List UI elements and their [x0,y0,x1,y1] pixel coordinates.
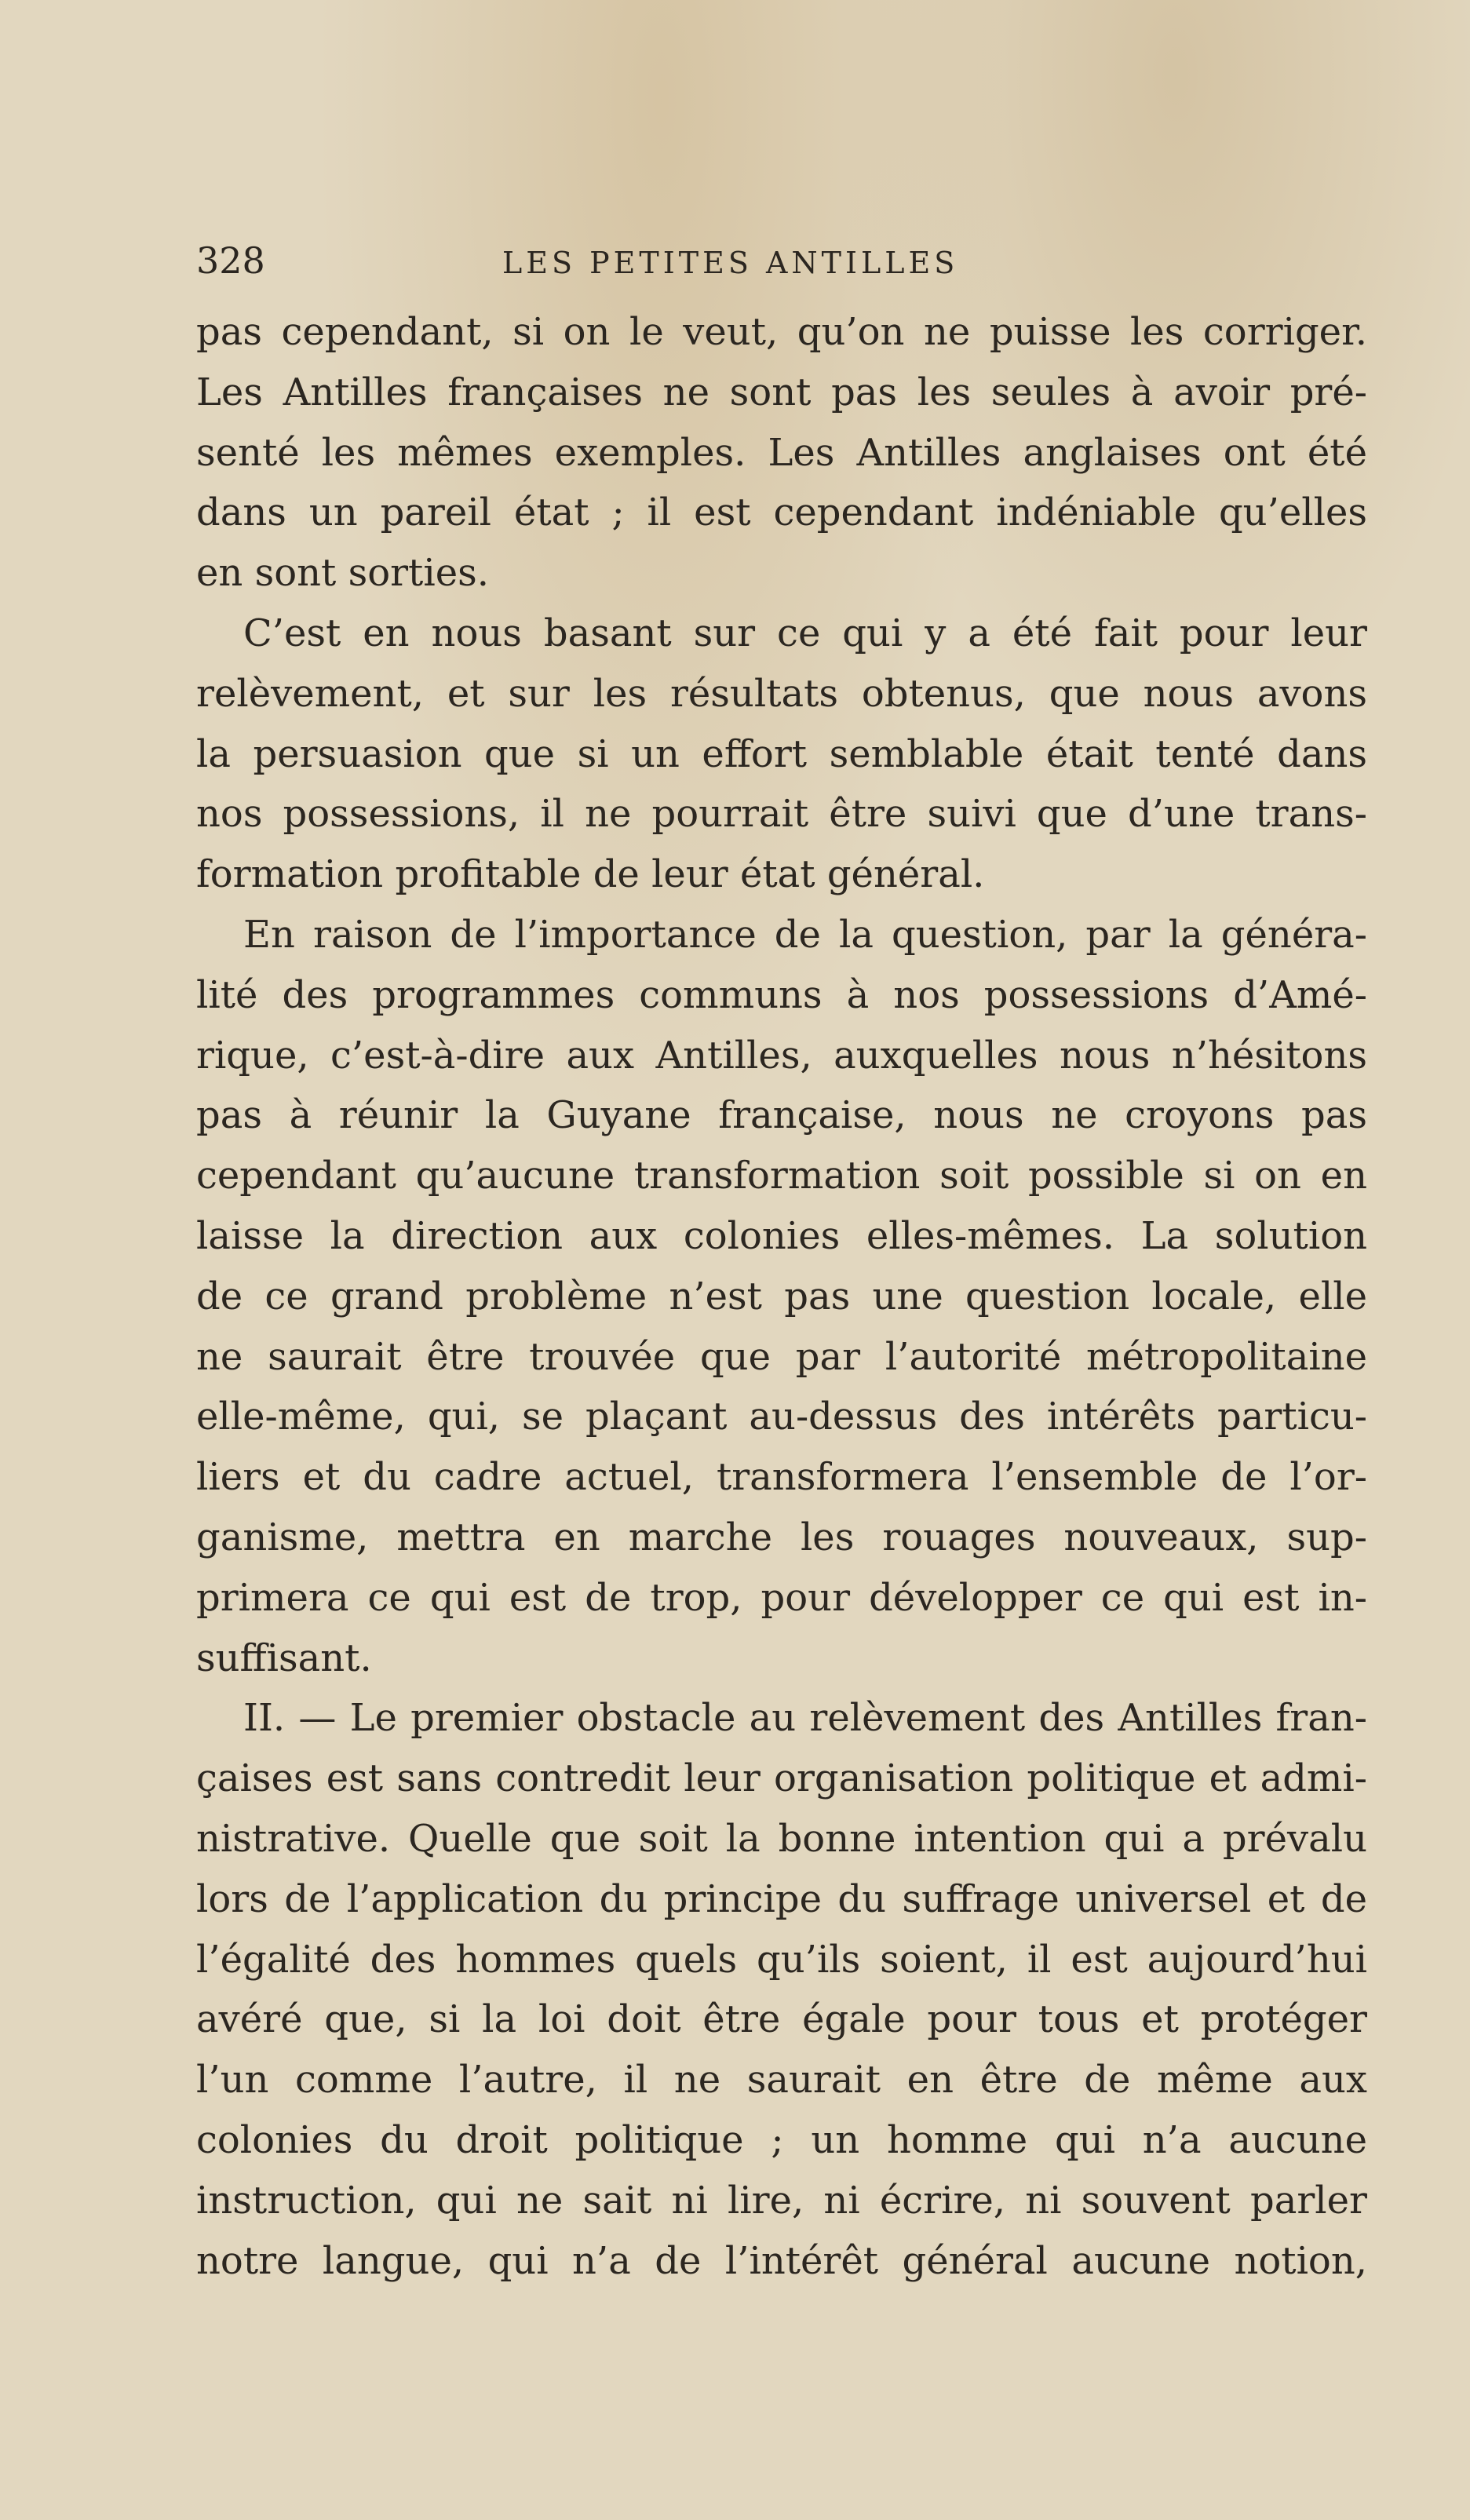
paragraph [196,905,1367,1688]
text-line: l’égalité des hommes quels qu’ils soient, il est aujourd’hui [196,1937,1367,1982]
text-line: elle-même, qui, se plaçant au-dessus des intérêts particu- [196,1395,1367,1439]
text-line: primera ce qui est de trop, pour développer ce qui est in- [196,1575,1367,1620]
text-line: de ce grand problème n’est pas une question locale, elle [196,1274,1367,1318]
text-line: formation profitable de leur état général. [196,852,985,897]
running-title: LES PETITES ANTILLES [502,246,959,280]
paragraph [196,604,1367,905]
text-line: relèvement, et sur les résultats obtenus, que nous avons [196,671,1367,716]
text-line: senté les mêmes exemples. Les Antilles anglaises ont été [196,430,1367,475]
text-line: lors de l’application du principe du suffrage universel et de [196,1876,1367,1921]
text-line: suffisant. [196,1636,372,1680]
text-line: liers et du cadre actuel, transformera l’ensemble de l’or- [196,1455,1367,1500]
text-line: instruction, qui ne sait ni lire, ni écrire, ni souvent parler [196,2178,1367,2223]
text-line: Les Antilles françaises ne sont pas les seules à avoir pré- [196,370,1367,414]
text-line: colonies du droit politique ; un homme qui n’a aucune [196,2117,1367,2162]
text-line: En raison de l’importance de la question, par la généra- [243,912,1367,957]
text-line: nistrative. Quelle que soit la bonne intention qui a prévalu [196,1816,1367,1861]
text-line: l’un comme l’autre, il ne saurait en être de même aux [196,2058,1367,2102]
text-line: pas cependant, si on le veut, qu’on ne puisse les corriger. [196,310,1367,354]
text-line: rique, c’est-à-dire aux Antilles, auxquelles nous n’hésitons [196,1033,1367,1078]
text-line: la persuasion que si un effort semblable était tenté dans [196,731,1367,776]
text-line: laisse la direction aux colonies elles-mêmes. La solution [196,1213,1367,1258]
text-line: II. — Le premier obstacle au relèvement des Antilles fran- [243,1696,1367,1741]
page-number: 328 [196,239,265,282]
body-text [196,302,1367,2291]
text-line: en sont sorties. [196,551,489,596]
text-line: avéré que, si la loi doit être égale pour tous et protéger [196,1997,1367,2042]
text-line: nos possessions, il ne pourrait être suivi que d’une trans- [196,792,1367,837]
text-line: notre langue, qui n’a de l’intérêt général aucune notion, [196,2238,1367,2283]
running-header [196,239,1367,294]
text-line: dans un pareil état ; il est cependant indéniable qu’elles [196,491,1367,535]
text-line: cependant qu’aucune transformation soit possible si on en [196,1154,1367,1198]
text-line: çaises est sans contredit leur organisation politique et admi- [196,1756,1367,1801]
text-line: ne saurait être trouvée que par l’autorité métropolitaine [196,1334,1367,1379]
paragraph [196,1688,1367,2291]
text-line: ganisme, mettra en marche les rouages nouveaux, sup- [196,1515,1367,1559]
paragraph [196,302,1367,604]
text-line: pas à réunir la Guyane française, nous ne croyons pas [196,1093,1367,1138]
text-line: lité des programmes communs à nos possessions d’Amé- [196,972,1367,1017]
text-line: C’est en nous basant sur ce qui y a été fait pour leur [243,611,1367,655]
